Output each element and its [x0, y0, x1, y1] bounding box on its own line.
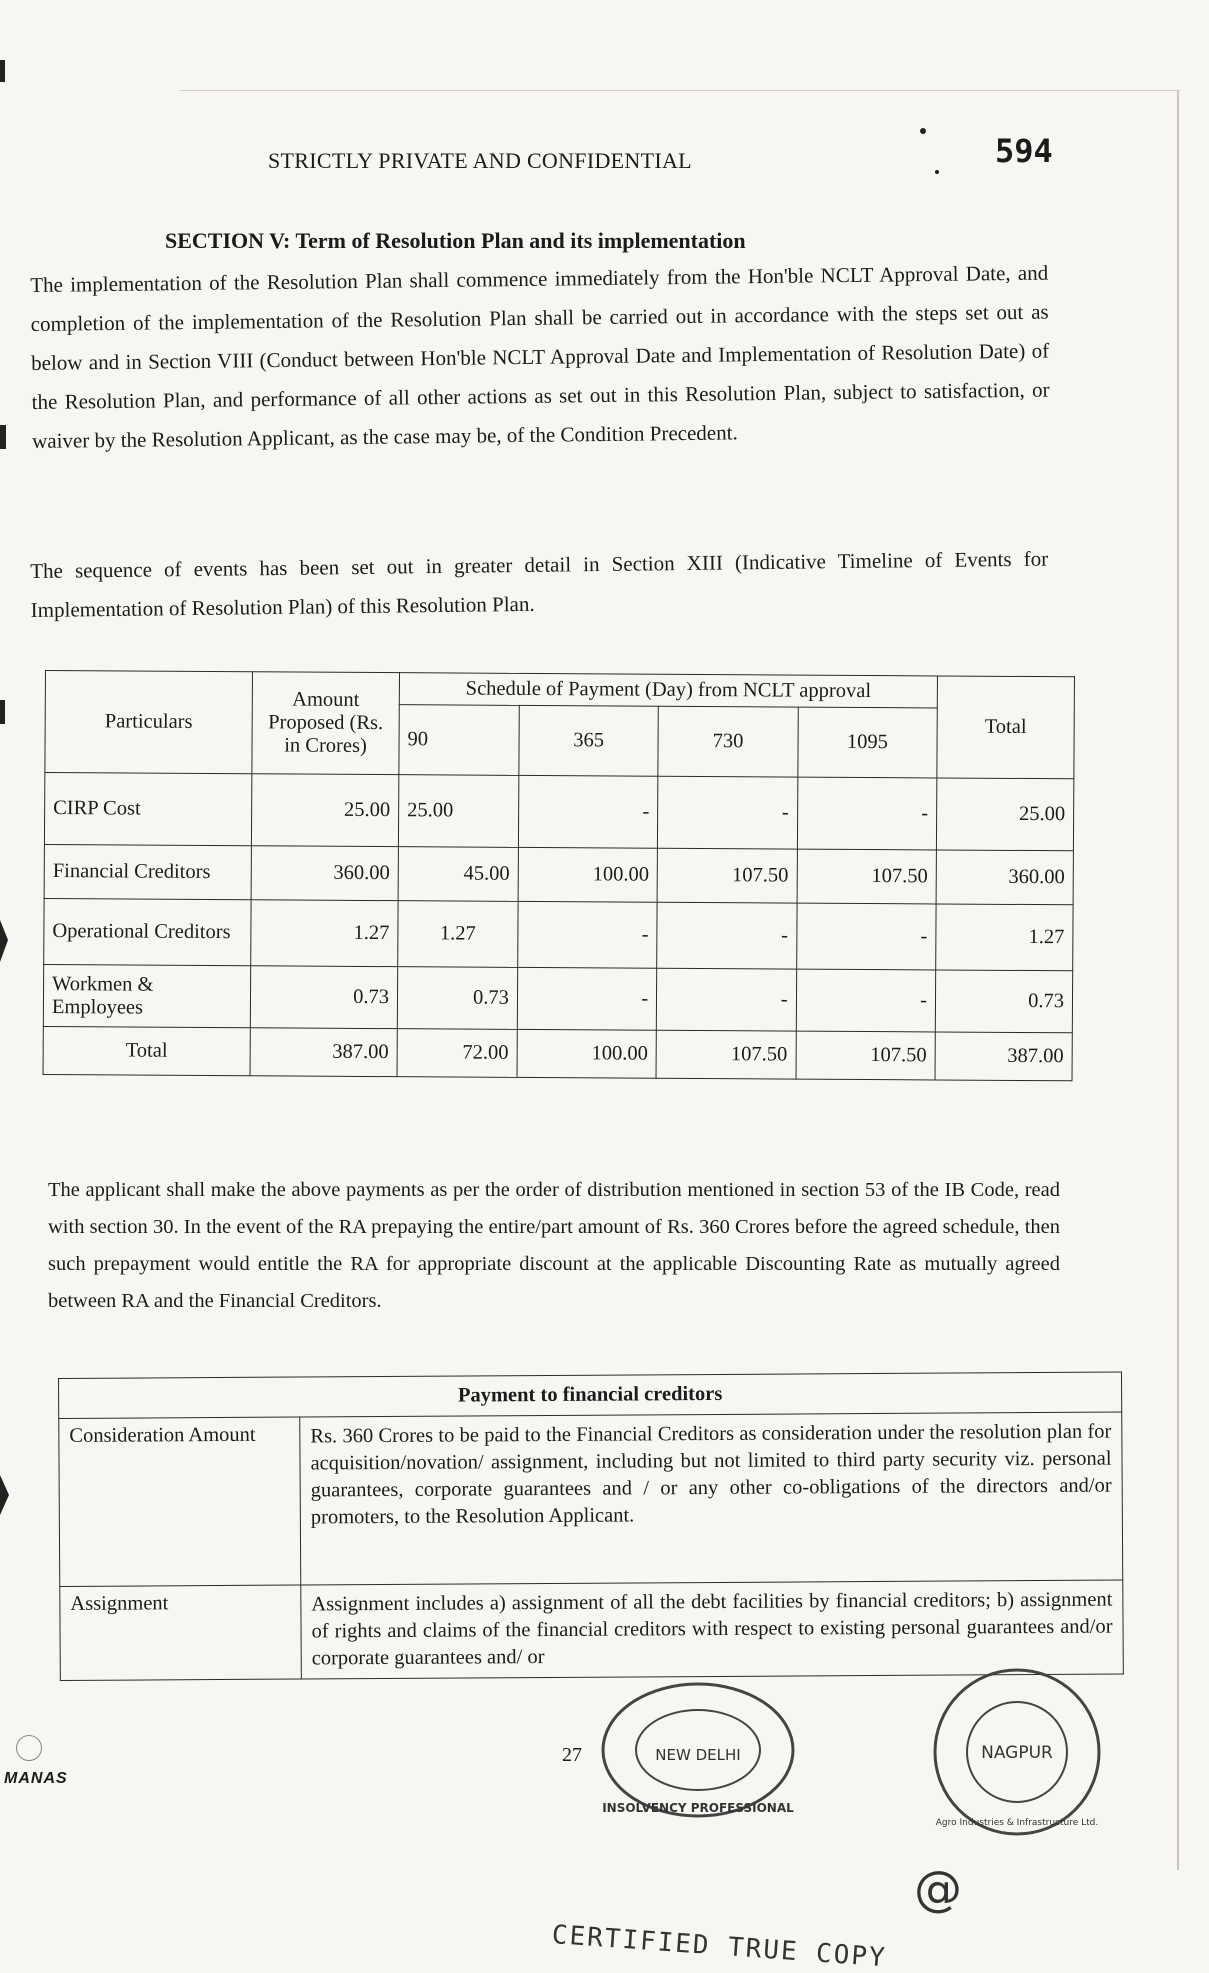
row-d365: - — [517, 967, 657, 1030]
row-d365: - — [518, 775, 658, 848]
row-key: Assignment — [60, 1585, 302, 1680]
row-key: Consideration Amount — [59, 1417, 301, 1586]
table-row — [43, 964, 1072, 1032]
manas-logo-icon — [16, 1735, 42, 1761]
page-edge-top — [180, 90, 1180, 91]
row-label: Total — [43, 1026, 250, 1075]
section-title — [165, 228, 1065, 254]
table-total-row — [43, 1026, 1072, 1080]
table-row — [44, 898, 1073, 970]
day-1095: 1095 — [797, 707, 937, 778]
day-730: 730 — [658, 706, 798, 777]
col-total: Total — [937, 676, 1075, 779]
row-d90: 72.00 — [397, 1029, 517, 1078]
svg-text:@: @ — [914, 1861, 962, 1917]
payment-schedule-table — [43, 670, 1075, 1081]
distribution-paragraph: The applicant shall make the above payments as per the order of distribution mentioned in section 53 of the IB Code, read with section 30. In the event of the RA prepaying the entire/part amount of Rs. 360 Crores before the agreed schedule, then such prepayment would entitle the RA for appropriate discount at the applicable Discounting Rate as mutually agreed between RA and the Financial Creditors. — [48, 1179, 1060, 1312]
row-amount: 387.00 — [250, 1028, 397, 1077]
seal-city: NEW DELHI — [655, 1746, 741, 1764]
row-total: 360.00 — [936, 850, 1073, 905]
row-d730: - — [657, 968, 797, 1031]
row-d730: 107.50 — [657, 848, 797, 903]
row-d1095: - — [797, 777, 937, 850]
row-d90: 45.00 — [398, 847, 518, 902]
page-edge — [1177, 90, 1179, 1870]
row-amount: 25.00 — [251, 774, 398, 847]
row-d90: 25.00 — [398, 775, 518, 848]
row-d1095: - — [796, 903, 936, 970]
day-90: 90 — [399, 705, 519, 776]
row-value: Assignment includes a) assignment of all the debt facilities by financial creditors; b) assignment of rights and claims of the financial creditors with respect to existing personal guarantees and/or corporate guarantees and/ or — [301, 1580, 1124, 1679]
col-amount: Amount Proposed (Rs. in Crores) — [252, 672, 400, 775]
row-d730: - — [658, 776, 798, 849]
section-heading: Term of Resolution Plan and its implementation — [295, 228, 746, 253]
table-header-row — [45, 671, 1074, 709]
row-d730: 107.50 — [656, 1030, 796, 1079]
stray-mark — [935, 170, 939, 174]
footer-page-number: 27 — [562, 1744, 582, 1766]
binding-marks — [0, 0, 20, 1969]
row-label: Workmen & Employees — [43, 964, 250, 1027]
col-particulars: Particulars — [45, 671, 253, 774]
row-label: CIRP Cost — [44, 773, 251, 846]
at-sign-mark — [908, 1860, 968, 1920]
section-number: SECTION V: — [165, 228, 291, 253]
row-label: Financial Creditors — [44, 844, 251, 899]
row-amount: 1.27 — [251, 900, 398, 967]
row-value: Rs. 360 Crores to be paid to the Financial Creditors as consideration under the resolution plan for acquisition/novation/ assignment, including but not limited to third party security viz. personal guarantees, corporate guarantees and / or any other co-obligations of the directors and/or promoters, to the Resolution Applicant. — [300, 1412, 1123, 1585]
financial-table-title: Payment to financial creditors — [59, 1372, 1122, 1418]
row-total: 25.00 — [936, 778, 1073, 851]
page-number-stamp: 594 — [995, 132, 1053, 170]
row-d90: 1.27 — [398, 901, 518, 968]
implementation-paragraph: The implementation of the Resolution Plan shall commence immediately from the Hon'ble NCLT Approval Date, and completion of the implementation of the Resolution Plan shall be carried out in accordance with the steps set out as below and in Section VIII (Conduct between Hon'ble NCLT Approval Date and Implementation of Resolution Date) of the Resolution Plan, and performance of all other actions as set out in this Resolution Plan, subject to satisfaction, or waiver by the Resolution Applicant, as the case may be, of the Condition Precedent. — [30, 260, 1050, 453]
insolvency-professional-seal — [598, 1680, 798, 1820]
confidential-header: STRICTLY PRIVATE AND CONFIDENTIAL — [268, 148, 692, 173]
row-d1095: 107.50 — [796, 1031, 936, 1080]
row-total: 1.27 — [936, 904, 1073, 971]
company-seal — [930, 1665, 1105, 1840]
row-d365: 100.00 — [518, 847, 658, 902]
row-amount: 360.00 — [251, 846, 398, 901]
stray-mark — [920, 128, 926, 134]
row-d730: - — [657, 902, 797, 969]
row-d1095: - — [796, 969, 936, 1032]
row-d1095: 107.50 — [797, 849, 937, 904]
row-d365: 100.00 — [517, 1029, 657, 1078]
row-label: Operational Creditors — [44, 898, 251, 965]
table-row — [59, 1412, 1123, 1586]
day-365: 365 — [519, 705, 659, 776]
seal-ring-text: Agro Industries & Infrastructure Ltd. — [935, 1818, 1099, 1828]
sequence-paragraph: The sequence of events has been set out in greater detail in Section XIII (Indicative Timeline of Events for Implementation of Resolution Plan) of this Resolution Plan. — [30, 546, 1049, 622]
seal-city: NAGPUR — [981, 1743, 1053, 1763]
certified-true-copy-stamp: CERTIFIED TRUE COPY — [550, 1920, 888, 1973]
row-total: 387.00 — [935, 1032, 1072, 1081]
seal-ring-text: INSOLVENCY PROFESSIONAL — [602, 1801, 794, 1815]
row-d90: 0.73 — [397, 967, 517, 1030]
financial-creditors-table — [58, 1372, 1124, 1681]
col-schedule: Schedule of Payment (Day) from NCLT approval — [399, 673, 937, 708]
table-row — [44, 844, 1073, 904]
row-d365: - — [518, 901, 658, 968]
manas-logo: MANAS — [4, 1770, 68, 1787]
row-amount: 0.73 — [250, 966, 397, 1029]
row-total: 0.73 — [935, 970, 1072, 1033]
table-row — [44, 773, 1073, 851]
